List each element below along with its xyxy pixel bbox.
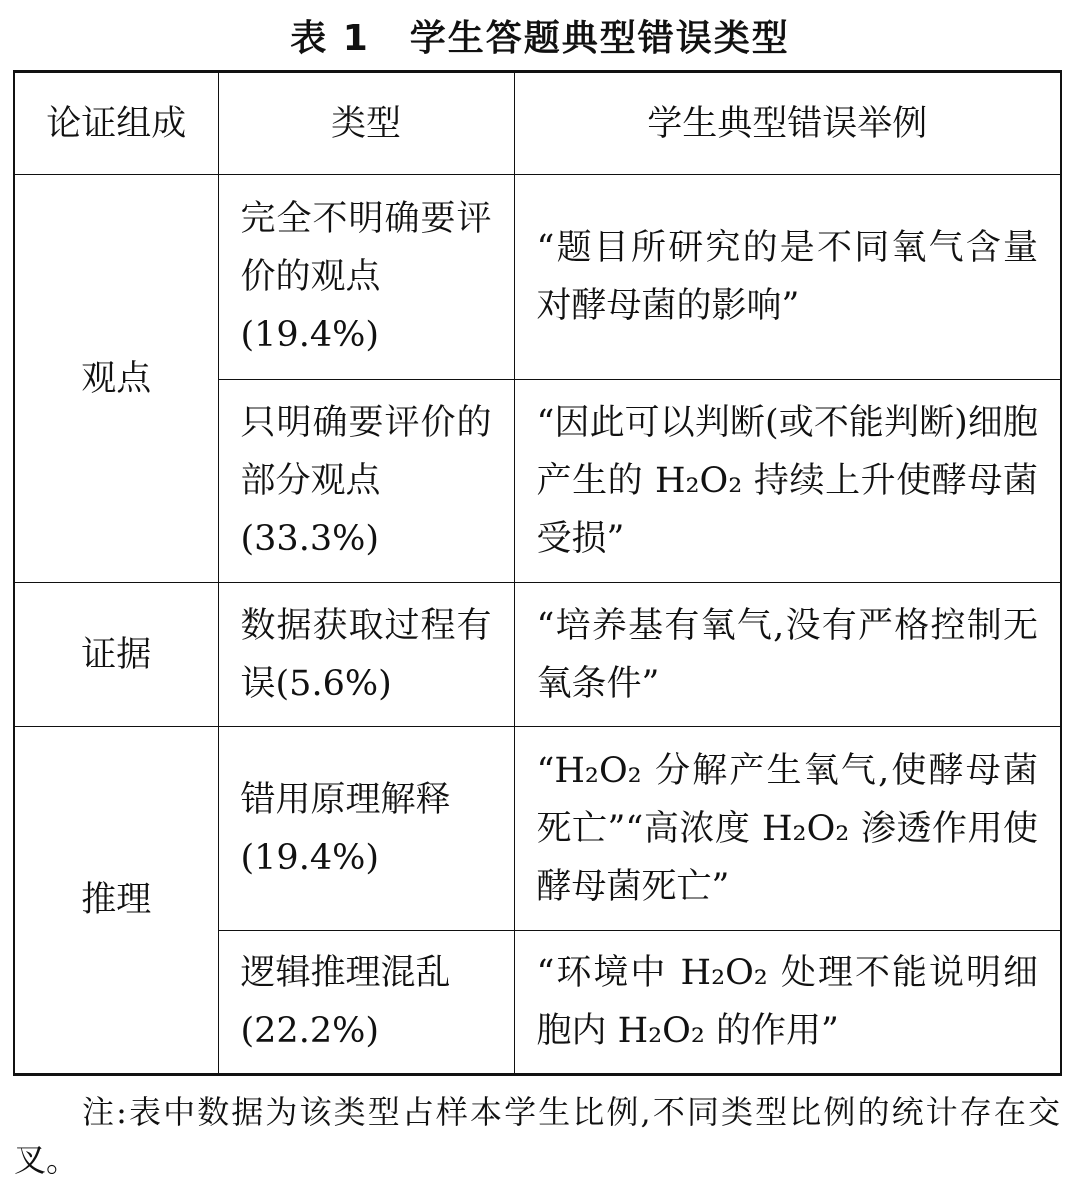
- type-cell: [218, 380, 514, 583]
- table-title: [0, 14, 1080, 64]
- header-component: 论证组成: [14, 72, 218, 175]
- table-row: [14, 583, 1061, 727]
- type-cell: [218, 727, 514, 931]
- table-number: 表 1: [290, 18, 370, 59]
- type-label: 只明确要评价的部分观点: [240, 403, 492, 501]
- component-cell-reasoning: 推理: [14, 727, 218, 1075]
- type-percent: (19.4%): [240, 315, 379, 355]
- type-percent: (33.3%): [240, 519, 379, 559]
- type-label: 错用原理解释: [240, 779, 451, 820]
- table-note: 注:表中数据为该类型占样本学生比例,不同类型比例的统计存在交叉。: [14, 1093, 1060, 1179]
- example-cell: “H₂O₂ 分解产生氧气,使酵母菌死亡”“高浓度 H₂O₂ 渗透作用使酵母菌死亡”: [514, 727, 1061, 931]
- type-cell: [218, 931, 514, 1075]
- type-label: 完全不明确要评价的观点: [240, 199, 492, 297]
- header-type: 类型: [218, 72, 514, 175]
- type-percent: (19.4%): [240, 837, 379, 878]
- example-cell: “题目所研究的是不同氧气含量对酵母菌的影响”: [514, 175, 1061, 380]
- type-percent: (5.6%): [275, 663, 392, 704]
- component-cell-evidence: 证据: [14, 583, 218, 727]
- type-cell: [218, 583, 514, 727]
- example-cell: “环境中 H₂O₂ 处理不能说明细胞内 H₂O₂ 的作用”: [514, 931, 1061, 1075]
- header-example: 学生典型错误举例: [514, 72, 1061, 175]
- error-type-table: [13, 70, 1062, 1076]
- table-caption: 学生答题典型错误类型: [409, 18, 790, 59]
- type-label: 数据获取过程有误: [240, 605, 492, 704]
- example-cell: “因此可以判断(或不能判断)细胞产生的 H₂O₂ 持续上升使酵母菌受损”: [514, 380, 1061, 583]
- table-header-row: [14, 72, 1061, 175]
- type-percent: (22.2%): [240, 1011, 379, 1051]
- table-row: [14, 727, 1061, 931]
- type-cell: [218, 175, 514, 380]
- type-label: 逻辑推理混乱: [240, 953, 451, 993]
- example-cell: “培养基有氧气,没有严格控制无氧条件”: [514, 583, 1061, 727]
- component-cell-viewpoint: 观点: [14, 175, 218, 583]
- table-row: [14, 175, 1061, 380]
